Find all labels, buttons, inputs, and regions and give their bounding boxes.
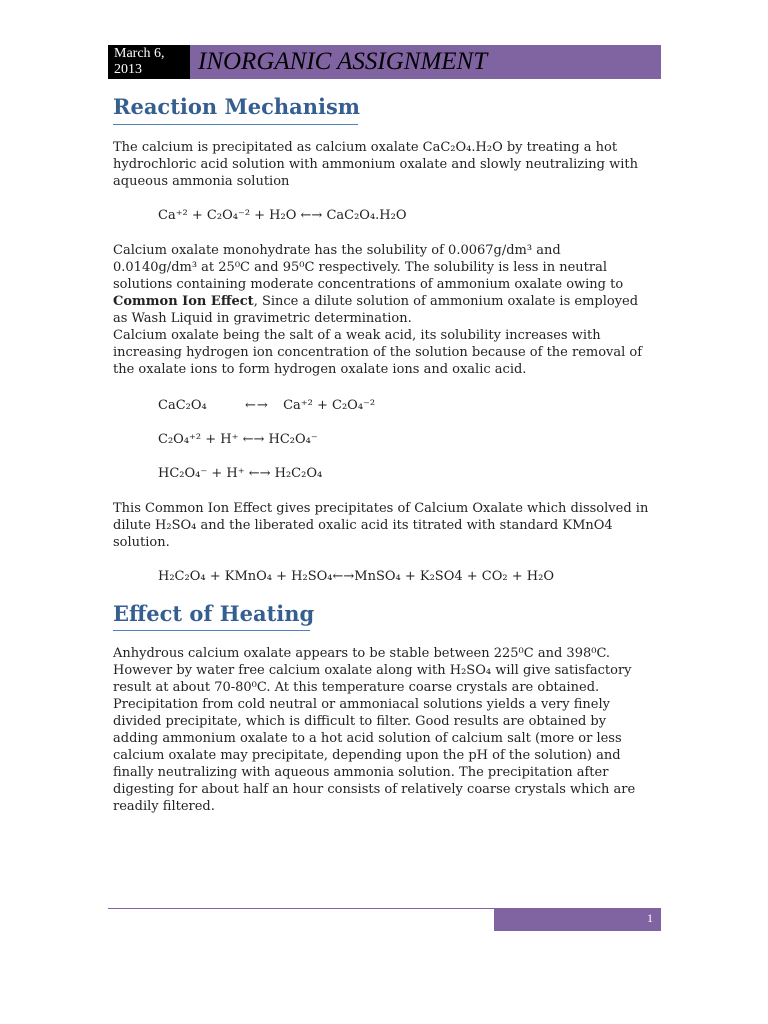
text-line: solutions containing moderate concentrations of ammonium oxalate owing to	[113, 277, 624, 292]
text-line: readily filtered.	[113, 799, 215, 814]
paragraph-intro	[113, 139, 661, 190]
text-line: digesting for about half an hour consists of relatively coarse crystals which are	[113, 782, 636, 797]
text-line: increasing hydrogen ion concentration of the solution because of the removal of	[113, 345, 643, 360]
header-bar	[190, 45, 661, 79]
equation-2-right: Ca⁺² + C₂O₄⁻²	[283, 398, 376, 413]
equation-2-left: CaC₂O₄	[158, 398, 207, 413]
text-line: Calcium oxalate monohydrate has the solubility of 0.0067g/dm³ and	[113, 243, 561, 258]
heading-underline	[113, 124, 358, 125]
text-line: Anhydrous calcium oxalate appears to be stable between 225⁰C and 398⁰C.	[113, 646, 611, 661]
bold-term: Common Ion Effect	[113, 294, 254, 309]
footer-page-box	[494, 908, 661, 931]
paragraph-titration	[113, 500, 661, 551]
text-line: However by water free calcium oxalate along with H₂SO₄ will give satisfactory	[113, 663, 632, 678]
text-line: as Wash Liquid in gravimetric determination.	[113, 311, 412, 326]
paragraph-solubility	[113, 242, 661, 378]
heading-effect-of-heating: Effect of Heating	[113, 601, 315, 626]
text-line: result at about 70-80⁰C. At this temperature coarse crystals are obtained.	[113, 680, 600, 695]
paragraph-heating	[113, 645, 661, 815]
heading-reaction-mechanism: Reaction Mechanism	[113, 94, 361, 119]
text-line: This Common Ion Effect gives precipitates of Calcium Oxalate which dissolved in	[113, 501, 649, 516]
text-line: finally neutralizing with aqueous ammonia solution. The precipitation after	[113, 765, 609, 780]
heading-underline	[113, 630, 310, 631]
text-line: dilute H₂SO₄ and the liberated oxalic acid its titrated with standard KMnO4	[113, 518, 613, 533]
text-line: Calcium oxalate being the salt of a weak acid, its solubility increases with	[113, 328, 601, 343]
text-line: Precipitation from cold neutral or ammoniacal solutions yields a very finely	[113, 697, 610, 712]
header-date-line1: March 6,	[114, 46, 165, 61]
header-date-line2: 2013	[114, 62, 142, 77]
header-date	[108, 45, 190, 79]
text-line: calcium oxalate may precipitate, depending upon the pH of the solution) and	[113, 748, 621, 763]
equation-2	[158, 397, 375, 414]
text-line: divided precipitate, which is difficult to filter. Good results are obtained by	[113, 714, 607, 729]
text-line: the oxalate ions to form hydrogen oxalate ions and oxalic acid.	[113, 362, 527, 377]
equation-3: C₂O₄⁺² + H⁺ ←→ HC₂O₄⁻	[158, 432, 318, 447]
text-line: solution.	[113, 535, 170, 550]
page-number: 1	[647, 911, 653, 925]
text-line: aqueous ammonia solution	[113, 174, 290, 189]
equation-5: H₂C₂O₄ + KMnO₄ + H₂SO₄←→MnSO₄ + K₂SO4 + CO₂ + H₂O	[158, 569, 554, 584]
text-line-mixed	[113, 293, 661, 310]
document-title: INORGANIC ASSIGNMENT	[198, 48, 488, 75]
text-line: The calcium is precipitated as calcium oxalate CaC₂O₄.H₂O by treating a hot	[113, 140, 618, 155]
text-span: , Since a dilute solution of ammonium oxalate is employed	[253, 294, 639, 309]
equation-2-arrow: ←→	[245, 398, 269, 413]
equation-1: Ca⁺² + C₂O₄⁻² + H₂O ←→ CaC₂O₄.H₂O	[158, 208, 407, 223]
footer-rule	[108, 908, 494, 909]
text-line: 0.0140g/dm³ at 25⁰C and 95⁰C respectively. The solubility is less in neutral	[113, 260, 607, 275]
text-line: hydrochloric acid solution with ammonium oxalate and slowly neutralizing with	[113, 157, 639, 172]
text-line: adding ammonium oxalate to a hot acid solution of calcium salt (more or less	[113, 731, 622, 746]
equation-4: HC₂O₄⁻ + H⁺ ←→ H₂C₂O₄	[158, 466, 323, 481]
